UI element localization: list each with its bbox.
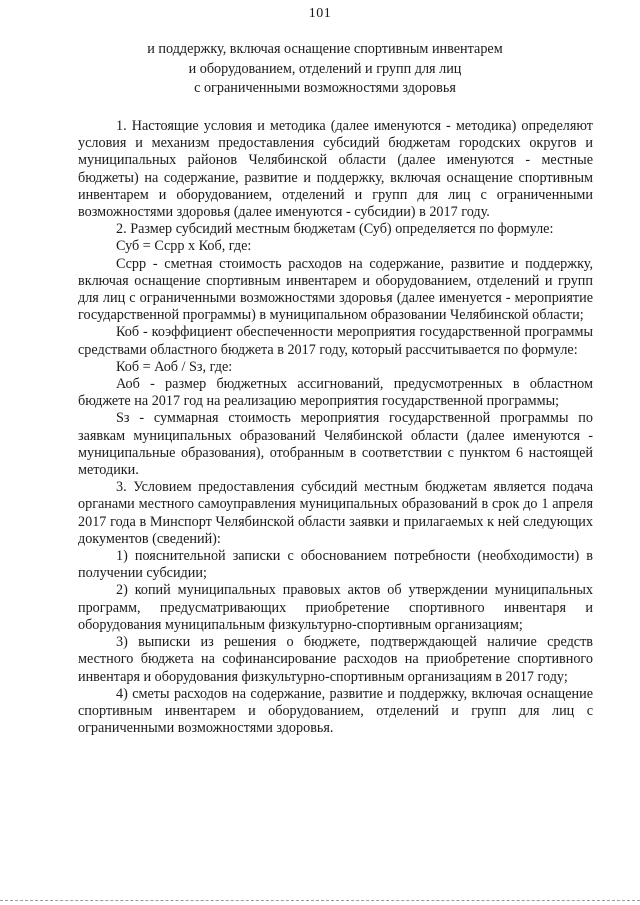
page-bottom-divider xyxy=(0,900,640,901)
list-item-1: 1) пояснительной записки с обоснованием потребности (необходимости) в получении субсидии; xyxy=(78,548,593,582)
definition-ssrr: Ссрр - сметная стоимость расходов на содержание, развитие и поддержку, включая оснащение спортивным инвентарем и оборудованием, отделений и групп для лиц с ограниченными возможностями здоровья (далее именуется - мероприятие государственной программы) в муниципальном образовании Челябинской области; xyxy=(78,255,593,324)
title-line: с ограниченными возможностями здоровья xyxy=(194,80,456,96)
definition-aob: Аоб - размер бюджетных ассигнований, предусмотренных в областном бюджете на 2017 год на реализацию мероприятия государственной программы; xyxy=(78,376,593,410)
formula-subsidy: Суб = Ссрр x Коб, где: xyxy=(116,238,252,255)
list-item-4: 4) сметы расходов на содержание, развитие и поддержку, включая оснащение спортивным инвентарем и оборудованием, отделений и групп для лиц с ограниченными возможностями здоровья. xyxy=(78,685,593,737)
paragraph-2: 2. Размер субсидий местным бюджетам (Суб) определяется по формуле: xyxy=(116,221,554,238)
document-body xyxy=(78,118,593,737)
list-item-2: 2) копий муниципальных правовых актов об утверждении муниципальных программ, предусматривающих приобретение спортивного инвентаря и оборудования муниципальным физкультурно-спортивным организациям; xyxy=(78,582,593,633)
list-item-3: 3) выписки из решения о бюджете, подтверждающей наличие средств местного бюджета на софинансирование расходов на приобретение спортивного инвентаря и оборудования физкультурно-спортивным организациям в 2017 году; xyxy=(78,634,593,685)
paragraph-3: 3. Условием предоставления субсидий местным бюджетам является подача органами местного самоуправления муниципальных образований в срок до 1 апреля 2017 года в Минспорт Челябинской области заявки и прилагаемых к ней следующих документов (сведений): xyxy=(78,479,593,547)
formula-kob: Коб = Аоб / Sз, где: xyxy=(116,358,233,375)
section-title xyxy=(80,40,570,99)
title-line: и оборудованием, отделений и групп для лиц xyxy=(188,60,462,77)
definition-sz: Sз - суммарная стоимость мероприятия государственной программы по заявкам муниципальных образований Челябинской области (далее именуются - муниципальные образования), отобранным в соответствии с пунктом 6 настоящей методики. xyxy=(78,410,593,479)
paragraph-1: 1. Настоящие условия и методика (далее именуются - методика) определяют условия и механизм предоставления субсидий бюджетам городских округов и муниципальных районов Челябинской области (далее именуются - местные бюджеты) на содержание, развитие и поддержку, включая оснащение спортивным инвентарем и оборудованием, отделений и групп для лиц с ограниченными возможностями здоровья (далее именуются - субсидии) в 2017 году. xyxy=(78,118,593,221)
definition-kob: Коб - коэффициент обеспеченности мероприятия государственной программы средствами областного бюджета в 2017 году, который рассчитывается по формуле: xyxy=(78,324,593,358)
page-number: 101 xyxy=(308,6,332,21)
title-line: и поддержку, включая оснащение спортивным инвентарем xyxy=(147,41,503,57)
